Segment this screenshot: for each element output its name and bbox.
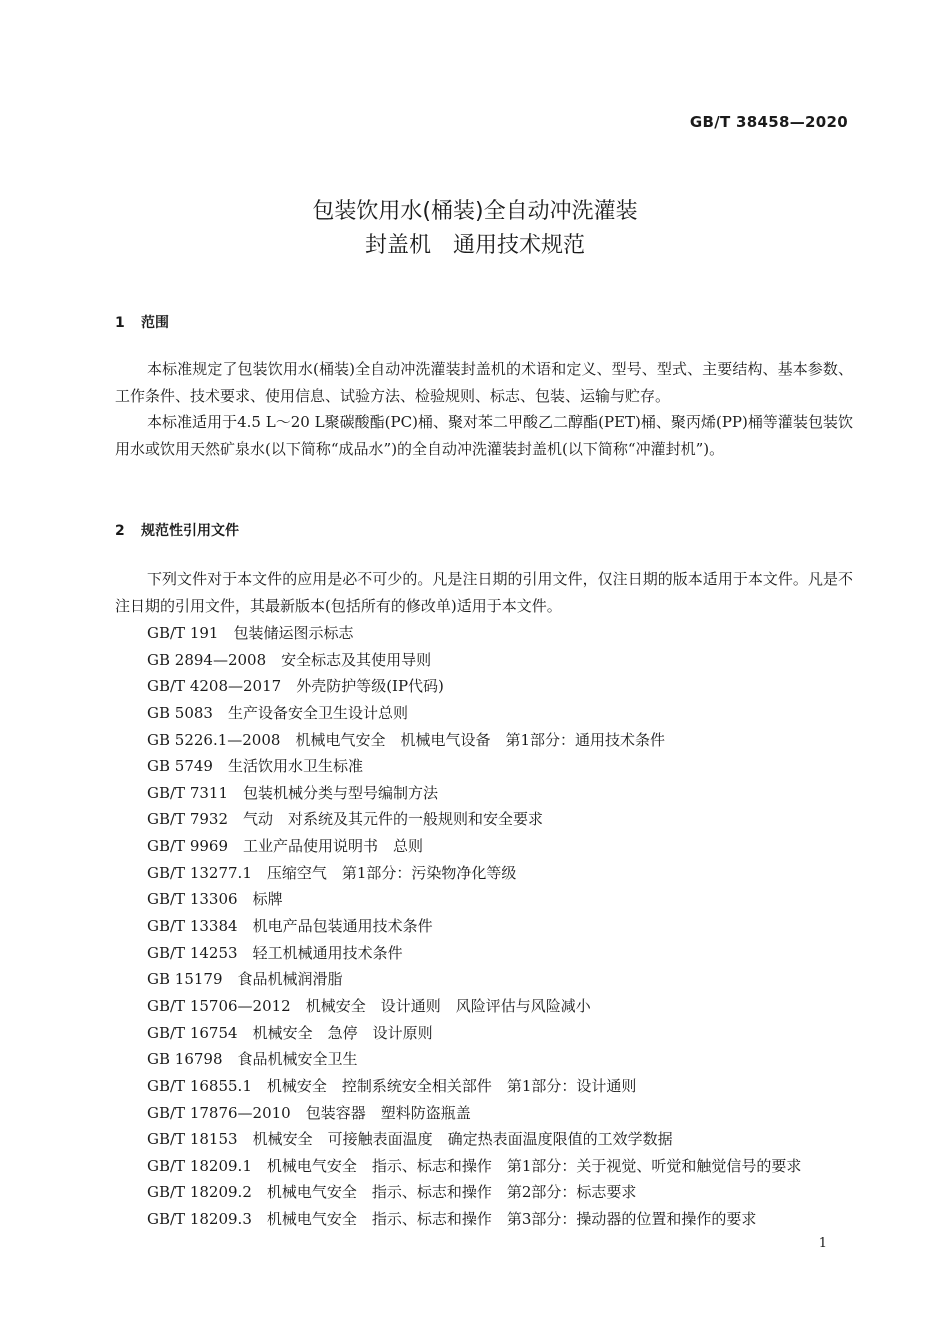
- section-title: 规范性引用文件: [141, 523, 239, 539]
- references-intro-paragraph: 下列文件对于本文件的应用是必不可少的。凡是注日期的引用文件，仅注日期的版本适用于本文件。凡是不注日期的引用文件，其最新版本(包括所有的修改单)适用于本文件。: [115, 570, 853, 615]
- reference-title: 包装储运图示标志: [233, 624, 354, 642]
- reference-item: [147, 1179, 801, 1206]
- reference-title: 气动 对系统及其元件的一般规则和安全要求: [243, 810, 544, 829]
- reference-item: [147, 1126, 801, 1153]
- reference-title: 机械安全 控制系统安全相关部件 第1部分：设计通则: [266, 1076, 637, 1095]
- reference-code: GB 5226.1—2008: [147, 730, 281, 749]
- reference-title: 机械安全 设计通则 风险评估与风险减小: [305, 996, 591, 1015]
- reference-code: GB/T 17876—2010: [147, 1103, 291, 1122]
- reference-code: GB 5749: [147, 757, 213, 776]
- reference-title: 机械电气安全 机械电气设备 第1部分：通用技术条件: [295, 730, 665, 749]
- reference-item: [147, 780, 801, 807]
- reference-item: [147, 727, 801, 754]
- reference-list: [147, 620, 801, 1233]
- reference-title: 机械电气安全 指示、标志和操作 第1部分：关于视觉、听觉和触觉信号的要求: [266, 1156, 802, 1175]
- reference-item: [147, 673, 801, 700]
- reference-title: 机械安全 急停 设计原则: [252, 1023, 433, 1042]
- reference-code: GB/T 16754: [147, 1023, 238, 1042]
- reference-code: GB/T 16855.1: [147, 1076, 252, 1095]
- reference-code: GB/T 15706—2012: [147, 996, 291, 1015]
- reference-item: [147, 1046, 801, 1073]
- reference-title: 压缩空气 第1部分：污染物净化等级: [266, 863, 517, 882]
- reference-code: GB/T 18209.1: [147, 1156, 252, 1175]
- reference-item: [147, 1153, 801, 1180]
- reference-code: GB/T 13384: [147, 917, 238, 936]
- reference-code: GB 2894—2008: [147, 650, 267, 669]
- reference-item: [147, 860, 801, 887]
- reference-title: 机械安全 可接触表面温度 确定热表面温度限值的工效学数据: [252, 1130, 673, 1149]
- reference-title: 机械电气安全 指示、标志和操作 第2部分：标志要求: [266, 1183, 637, 1202]
- reference-code: GB 16798: [147, 1050, 223, 1069]
- reference-title: 生产设备安全卫生设计总则: [227, 703, 408, 722]
- scope-paragraph-1: 本标准规定了包装饮用水(桶装)全自动冲洗灌装封盖机的术语和定义、型号、型式、主要结构、基本参数、工作条件、技术要求、使用信息、试验方法、检验规则、标志、包装、运输与贮存。: [115, 360, 853, 405]
- section-title: 范围: [141, 315, 169, 331]
- reference-item: [147, 966, 801, 993]
- section-number: 1: [115, 315, 125, 331]
- reference-title: 机械电气安全 指示、标志和操作 第3部分：操动器的位置和操作的要求: [266, 1210, 757, 1229]
- document-title: [0, 195, 950, 263]
- reference-item: [147, 620, 801, 647]
- page-number: 1: [818, 1236, 827, 1251]
- scope-paragraph-2: 本标准适用于4.5 L～20 L聚碳酸酯(PC)桶、聚对苯二甲酸乙二醇酯(PET)桶、聚丙烯(PP)桶等灌装包装饮用水或饮用天然矿泉水(以下简称“成品水”)的全自动冲洗灌装封盖机(以下简称“冲灌封机”)。: [115, 413, 853, 458]
- document-title-line-1: 包装饮用水(桶装)全自动冲洗灌装: [312, 199, 638, 224]
- reference-code: GB 5083: [147, 703, 213, 722]
- reference-title: 生活饮用水卫生标准: [227, 757, 363, 776]
- reference-item: [147, 753, 801, 780]
- reference-item: [147, 993, 801, 1020]
- section-heading-normative-references: [115, 520, 239, 540]
- reference-code: GB/T 9969: [147, 837, 229, 856]
- reference-title: 食品机械安全卫生: [237, 1050, 358, 1069]
- reference-title: 包装机械分类与型号编制方法: [243, 783, 439, 802]
- reference-title: 安全标志及其使用导则: [281, 650, 432, 669]
- reference-code: GB/T 18209.2: [147, 1183, 252, 1202]
- reference-code: GB/T 4208—2017: [147, 677, 282, 696]
- document-title-line-2: 封盖机 通用技术规范: [364, 233, 585, 258]
- reference-item: [147, 940, 801, 967]
- reference-code: GB 15179: [147, 970, 223, 989]
- reference-title: 工业产品使用说明书 总则: [243, 837, 424, 856]
- reference-code: GB/T 191: [147, 624, 219, 642]
- reference-title: 包装容器 塑料防盗瓶盖: [305, 1103, 471, 1122]
- reference-title: 标牌: [252, 890, 283, 909]
- reference-code: GB/T 7311: [147, 783, 229, 802]
- reference-code: GB/T 7932: [147, 810, 229, 829]
- reference-item: [147, 913, 801, 940]
- reference-title: 食品机械润滑脂: [237, 970, 343, 989]
- reference-item: [147, 1206, 801, 1233]
- section-heading-scope: [115, 312, 169, 332]
- reference-item: [147, 833, 801, 860]
- standard-code: GB/T 38458—2020: [689, 113, 848, 131]
- reference-code: GB/T 14253: [147, 943, 238, 962]
- reference-title: 外壳防护等级(IP代码): [296, 677, 444, 696]
- reference-code: GB/T 18209.3: [147, 1210, 252, 1229]
- reference-code: GB/T 18153: [147, 1130, 238, 1149]
- reference-code: GB/T 13306: [147, 890, 238, 909]
- reference-item: [147, 700, 801, 727]
- reference-item: [147, 647, 801, 674]
- reference-item: [147, 1100, 801, 1127]
- reference-code: GB/T 13277.1: [147, 863, 252, 882]
- reference-item: [147, 886, 801, 913]
- reference-title: 轻工机械通用技术条件: [252, 943, 403, 962]
- reference-item: [147, 806, 801, 833]
- reference-item: [147, 1073, 801, 1100]
- reference-item: [147, 1020, 801, 1047]
- section-number: 2: [115, 523, 125, 539]
- reference-title: 机电产品包装通用技术条件: [252, 917, 433, 936]
